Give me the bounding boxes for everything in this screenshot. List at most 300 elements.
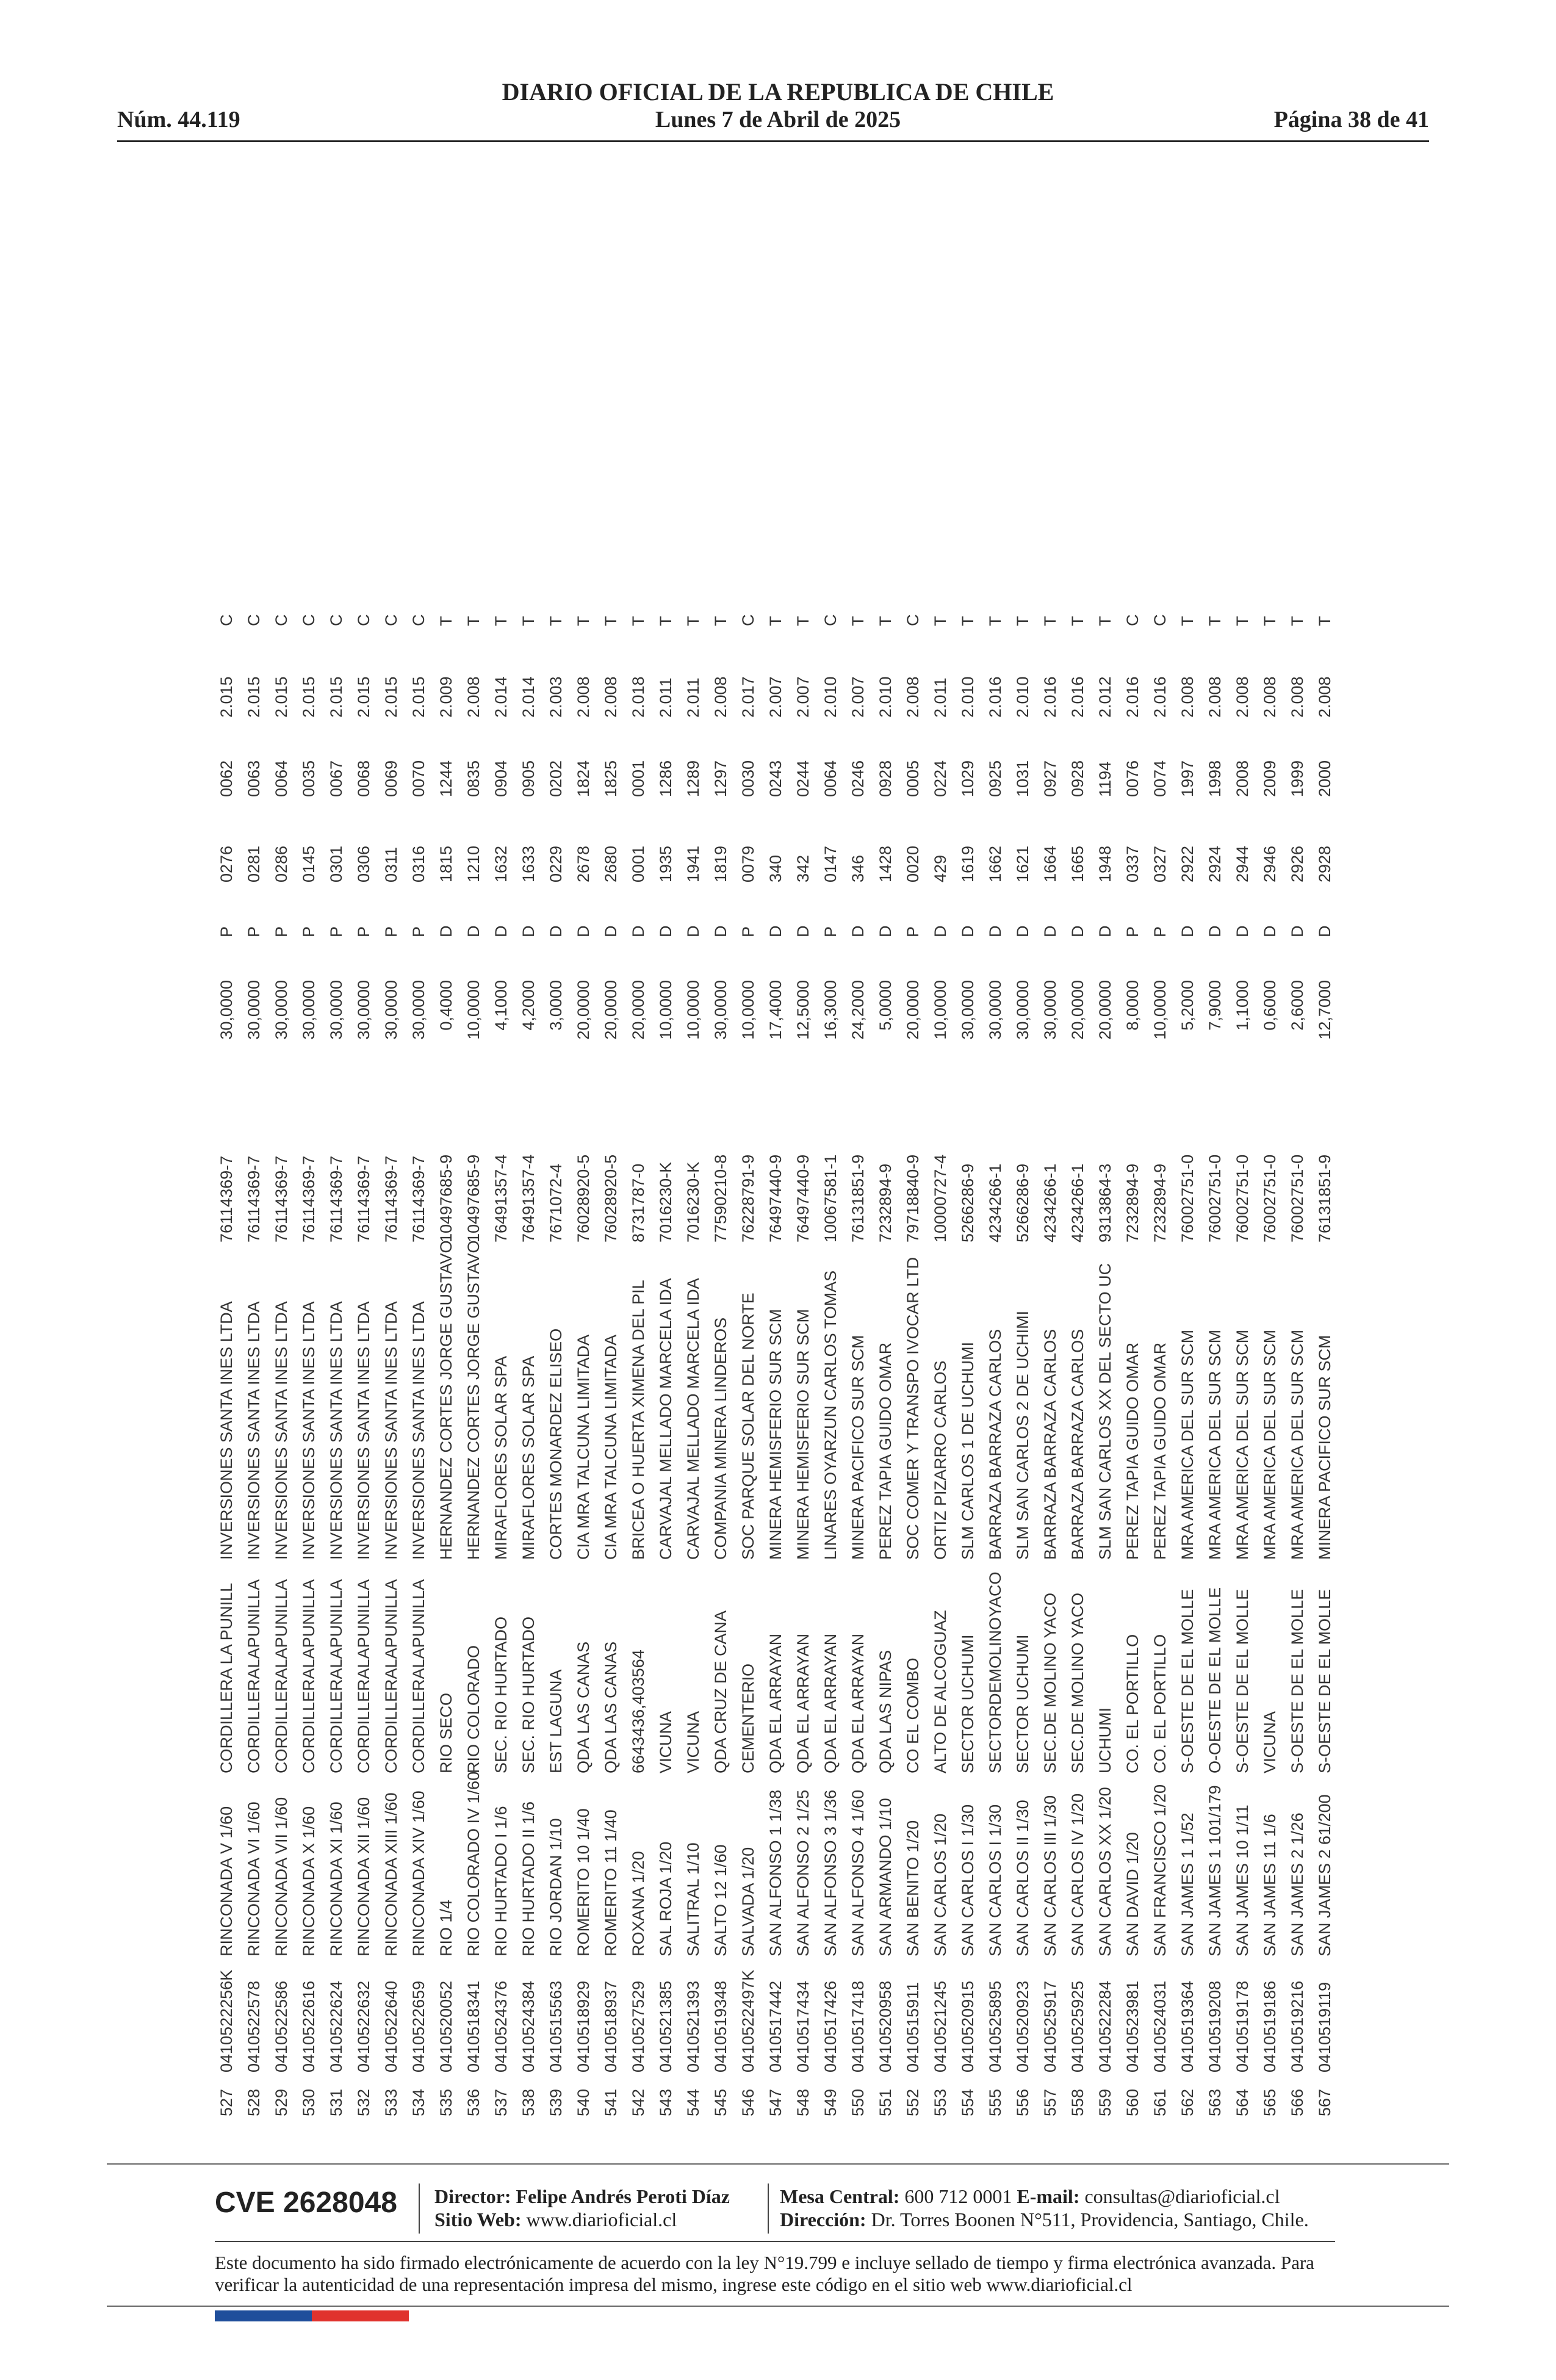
- row-rut: 76497440-9: [794, 1154, 812, 1242]
- row-pd: D: [766, 925, 785, 937]
- row-year: 2.008: [904, 676, 922, 718]
- row-rut: 5266286-9: [959, 1163, 977, 1242]
- row-code: 0410515563: [547, 1980, 565, 2072]
- issue-date: Lunes 7 de Abril de 2025: [655, 107, 901, 132]
- row-number-b: 0076: [1123, 760, 1142, 797]
- row-owner: INVERSIONES SANTA INES LTDA: [245, 1301, 263, 1560]
- row-location: VICUNA: [684, 1711, 702, 1773]
- row-year: 2.015: [355, 676, 373, 718]
- row-concession-name: SAN ALFONSO 1 1/38: [766, 1789, 785, 1956]
- row-year: 2.015: [217, 676, 236, 718]
- row-rut: 76002751-0: [1233, 1154, 1252, 1242]
- row-concession-name: RINCONADA X 1/60: [300, 1806, 318, 1956]
- table-row: [1311, 225, 1338, 2116]
- row-location: S-OESTE DE EL MOLLE: [1316, 1588, 1334, 1773]
- row-hectares: 10,0000: [464, 980, 483, 1040]
- row-concession-name: SAN JAMES 1 101/179: [1206, 1785, 1224, 1956]
- row-concession-name: RINCONADA VII 1/60: [272, 1797, 290, 1956]
- row-number-b: 0064: [272, 760, 290, 797]
- row-type: T: [1014, 616, 1032, 626]
- row-rut: 76131851-9: [1316, 1154, 1334, 1242]
- row-number-a: 1662: [986, 845, 1004, 882]
- row-pd: D: [1041, 925, 1059, 937]
- row-number-a: 1941: [684, 845, 702, 882]
- row-number-b: 1998: [1206, 760, 1224, 797]
- row-concession-name: RINCONADA VI 1/60: [245, 1801, 263, 1956]
- row-year: 2.008: [1233, 676, 1252, 718]
- row-pd: P: [1123, 926, 1142, 937]
- row-type: T: [1261, 616, 1279, 626]
- row-pd: D: [684, 925, 702, 937]
- row-rut: 7016230-K: [657, 1161, 675, 1242]
- row-rut: 10000727-4: [931, 1154, 949, 1242]
- row-pd: P: [217, 926, 236, 937]
- row-number-b: 1031: [1014, 760, 1032, 797]
- row-code: 0410525895: [986, 1980, 1004, 2072]
- row-type: C: [382, 614, 400, 626]
- row-number-a: 0229: [547, 845, 565, 882]
- table-row: [707, 225, 734, 2116]
- table-row: [954, 225, 981, 2116]
- site-link[interactable]: www.diarioficial.cl: [526, 2209, 677, 2230]
- row-year: 2.010: [959, 676, 977, 718]
- row-rut: 7232894-9: [1151, 1163, 1169, 1242]
- row-number-b: 0030: [739, 760, 757, 797]
- table-row: [789, 225, 816, 2116]
- row-location: VICUNA: [1261, 1711, 1279, 1773]
- row-number-b: 0064: [821, 760, 840, 797]
- row-number-b: 0062: [217, 760, 236, 797]
- row-number-a: 1632: [492, 845, 510, 882]
- row-number-a: 2926: [1288, 845, 1306, 882]
- row-code: 0410522586: [272, 1980, 290, 2072]
- row-rut: 76491357-4: [519, 1154, 538, 1242]
- row-index: 558: [1068, 2088, 1087, 2116]
- row-location: QDA LAS CANAS: [574, 1641, 593, 1773]
- row-pd: D: [574, 925, 593, 937]
- row-code: 0410517418: [849, 1980, 867, 2072]
- row-code: 0410520923: [1014, 1980, 1032, 2072]
- row-rut: 8731787-0: [629, 1163, 647, 1242]
- row-year: 2.016: [1068, 676, 1087, 718]
- row-type: C: [904, 614, 922, 626]
- table-row: [240, 225, 267, 2116]
- row-number-a: 2946: [1261, 845, 1279, 882]
- row-location: SECTOR UCHUMI: [959, 1634, 977, 1773]
- row-index: 566: [1288, 2088, 1306, 2116]
- row-index: 561: [1151, 2088, 1169, 2116]
- table-row: [267, 225, 295, 2116]
- row-index: 543: [657, 2088, 675, 2116]
- row-number-b: 0035: [300, 760, 318, 797]
- row-rut: 10497685-9: [437, 1154, 455, 1242]
- row-year: 2.008: [1261, 676, 1279, 718]
- row-index: 562: [1178, 2088, 1197, 2116]
- row-hectares: 20,0000: [1096, 980, 1114, 1040]
- row-concession-name: SAN ALFONSO 2 1/25: [794, 1789, 812, 1956]
- row-type: T: [794, 616, 812, 626]
- row-number-a: 0306: [355, 845, 373, 882]
- row-number-b: 1297: [711, 760, 730, 797]
- row-owner: SOC COMER Y TRANSPO IVOCAR LTD: [904, 1257, 922, 1560]
- row-pd: D: [629, 925, 647, 937]
- row-number-a: 1664: [1041, 845, 1059, 882]
- row-number-a: 2924: [1206, 845, 1224, 882]
- table-row: [295, 225, 322, 2116]
- row-year: 2.015: [409, 676, 428, 718]
- table-row: [1173, 225, 1201, 2116]
- row-concession-name: SAL ROJA 1/20: [657, 1841, 675, 1956]
- row-pd: P: [821, 926, 840, 937]
- row-hectares: 5,2000: [1178, 980, 1197, 1031]
- row-index: 554: [959, 2088, 977, 2116]
- row-type: C: [739, 614, 757, 626]
- row-hectares: 24,2000: [849, 980, 867, 1040]
- row-index: 550: [849, 2088, 867, 2116]
- row-number-b: 2009: [1261, 760, 1279, 797]
- row-number-b: 0928: [1068, 760, 1087, 797]
- flag-red-stripe: [312, 2310, 409, 2321]
- row-owner: SLM SAN CARLOS XX DEL SECTO UC: [1096, 1263, 1114, 1560]
- row-pd: D: [876, 925, 895, 937]
- row-type: T: [437, 616, 455, 626]
- row-code: 0410522497K: [739, 1969, 757, 2072]
- row-year: 2.008: [1206, 676, 1224, 718]
- row-owner: INVERSIONES SANTA INES LTDA: [355, 1301, 373, 1560]
- row-number-b: 0904: [492, 760, 510, 797]
- row-type: T: [1068, 616, 1087, 626]
- row-concession-name: SAN JAMES 11 1/6: [1261, 1814, 1279, 1956]
- row-type: C: [355, 614, 373, 626]
- row-location: CO. EL PORTILLO: [1123, 1634, 1142, 1773]
- row-location: CEMENTERIO: [739, 1663, 757, 1773]
- row-owner: MINERA PACIFICO SUR SCM: [1316, 1335, 1334, 1560]
- row-hectares: 30,0000: [959, 980, 977, 1040]
- row-code: 0410527529: [629, 1980, 647, 2072]
- table-row: [432, 225, 459, 2116]
- table-row: [981, 225, 1009, 2116]
- row-index: 542: [629, 2088, 647, 2116]
- row-index: 534: [409, 2088, 428, 2116]
- row-location: SEC.DE MOLINO YACO: [1041, 1592, 1059, 1773]
- row-concession-name: SAN DAVID 1/20: [1123, 1832, 1142, 1956]
- row-owner: HERNANDEZ CORTES JORGE GUSTAVO: [437, 1240, 455, 1560]
- row-owner: CARVAJAL MELLADO MARCELA IDA: [657, 1278, 675, 1560]
- row-type: C: [245, 614, 263, 626]
- row-number-a: 429: [931, 854, 949, 882]
- row-code: 0410518937: [602, 1980, 620, 2072]
- row-location: QDA EL ARRAYAN: [821, 1633, 840, 1773]
- row-location: QDA EL ARRAYAN: [766, 1633, 785, 1773]
- row-number-a: 1665: [1068, 845, 1087, 882]
- row-year: 2.011: [657, 677, 675, 718]
- table-row: [377, 225, 405, 2116]
- row-code: 0410522284: [1096, 1980, 1114, 2072]
- row-code: 0410520052: [437, 1980, 455, 2072]
- row-year: 2.008: [1178, 676, 1197, 718]
- row-code: 0410517434: [794, 1980, 812, 2072]
- table-row: [926, 225, 954, 2116]
- row-type: T: [931, 616, 949, 626]
- row-concession-name: SALITRAL 1/10: [684, 1842, 702, 1956]
- director-label: Director:: [434, 2185, 511, 2207]
- row-number-a: 0311: [382, 846, 400, 882]
- row-index: 549: [821, 2088, 840, 2116]
- row-index: 528: [245, 2088, 263, 2116]
- row-rut: 7232894-9: [1123, 1163, 1142, 1242]
- row-pd: D: [657, 925, 675, 937]
- row-owner: INVERSIONES SANTA INES LTDA: [300, 1301, 318, 1560]
- row-concession-name: RIO JORDAN 1/10: [547, 1818, 565, 1956]
- row-code: 0410519364: [1178, 1980, 1197, 2072]
- row-owner: MINERA HEMISFERIO SUR SCM: [794, 1308, 812, 1560]
- row-rut: 9313864-3: [1096, 1163, 1114, 1242]
- row-index: 565: [1261, 2088, 1279, 2116]
- row-index: 545: [711, 2088, 730, 2116]
- row-number-b: 0074: [1151, 760, 1169, 797]
- row-location: CORDILLERALAPUNILLA: [327, 1579, 345, 1773]
- row-rut: 76114369-7: [409, 1155, 428, 1242]
- row-hectares: 30,0000: [711, 980, 730, 1040]
- row-location: RIO COLORADO: [464, 1645, 483, 1773]
- flag-bar: [215, 2310, 409, 2321]
- row-owner: INVERSIONES SANTA INES LTDA: [327, 1301, 345, 1560]
- row-number-a: 1619: [959, 845, 977, 882]
- row-rut: 5266286-9: [1014, 1163, 1032, 1242]
- row-location: CORDILLERA LA PUNILL: [217, 1582, 236, 1773]
- row-pd: D: [519, 925, 538, 937]
- row-rut: 76028920-5: [602, 1154, 620, 1242]
- row-type: T: [602, 616, 620, 626]
- row-location: QDA CRUZ DE CANA: [711, 1610, 730, 1773]
- row-number-b: 0067: [327, 760, 345, 797]
- row-hectares: 30,0000: [355, 980, 373, 1040]
- row-type: T: [876, 616, 895, 626]
- row-concession-name: RIO HURTADO I 1/6: [492, 1806, 510, 1956]
- row-type: T: [1178, 616, 1197, 626]
- row-location: VICUNA: [657, 1711, 675, 1773]
- row-year: 2.014: [519, 676, 538, 718]
- row-rut: 79718840-9: [904, 1154, 922, 1242]
- row-type: T: [1041, 616, 1059, 626]
- row-index: 535: [437, 2088, 455, 2116]
- row-hectares: 12,5000: [794, 980, 812, 1040]
- row-rut: 7232894-9: [876, 1163, 895, 1242]
- row-rut: 76002751-0: [1261, 1154, 1279, 1242]
- row-hectares: 20,0000: [602, 980, 620, 1040]
- row-number-b: 1286: [657, 760, 675, 797]
- row-number-a: 1935: [657, 845, 675, 882]
- row-code: 0410522659: [409, 1980, 428, 2072]
- row-number-b: 1289: [684, 760, 702, 797]
- row-hectares: 20,0000: [574, 980, 593, 1040]
- row-index: 538: [519, 2088, 538, 2116]
- row-hectares: 30,0000: [327, 980, 345, 1040]
- row-code: 0410520915: [959, 1980, 977, 2072]
- table-row: [1283, 225, 1311, 2116]
- row-index: 563: [1206, 2088, 1224, 2116]
- row-owner: BARRAZA BARRAZA CARLOS: [1068, 1329, 1087, 1560]
- row-hectares: 30,0000: [986, 980, 1004, 1040]
- table-row: [1228, 225, 1256, 2116]
- row-location: QDA EL ARRAYAN: [794, 1633, 812, 1773]
- table-row: [679, 225, 707, 2116]
- row-owner: MIRAFLORES SOLAR SPA: [519, 1355, 538, 1560]
- row-number-a: 0286: [272, 845, 290, 882]
- row-number-b: 0224: [931, 760, 949, 797]
- row-index: 567: [1316, 2088, 1334, 2116]
- row-location: QDA LAS CANAS: [602, 1641, 620, 1773]
- row-code: 0410524031: [1151, 1980, 1169, 2072]
- row-year: 2.009: [437, 676, 455, 718]
- row-number-b: 0925: [986, 760, 1004, 797]
- row-number-b: 1824: [574, 760, 593, 797]
- row-number-b: 0063: [245, 760, 263, 797]
- row-pd: D: [849, 925, 867, 937]
- row-number-a: 1815: [437, 845, 455, 882]
- row-code: 0410517426: [821, 1980, 840, 2072]
- publication-title: DIARIO OFICIAL DE LA REPUBLICA DE CHILE: [502, 78, 1054, 106]
- row-rut: 76491357-4: [492, 1154, 510, 1242]
- table-row: [212, 225, 240, 2116]
- row-type: C: [409, 614, 428, 626]
- row-type: T: [684, 616, 702, 626]
- row-code: 0410522632: [355, 1980, 373, 2072]
- row-number-a: 1621: [1014, 845, 1032, 882]
- table-row: [1036, 225, 1064, 2116]
- row-code: 0410521385: [657, 1980, 675, 2072]
- row-number-a: 1948: [1096, 845, 1114, 882]
- table-row: [762, 225, 789, 2116]
- row-index: 532: [355, 2088, 373, 2116]
- row-number-b: 1999: [1288, 760, 1306, 797]
- row-pd: D: [986, 925, 1004, 937]
- row-index: 530: [300, 2088, 318, 2116]
- row-owner: MRA AMERICA DEL SUR SCM: [1178, 1329, 1197, 1560]
- page-number: Página 38 de 41: [1273, 107, 1429, 132]
- row-year: 2.007: [794, 676, 812, 718]
- mesa-label: Mesa Central:: [780, 2185, 900, 2207]
- row-location: CORDILLERALAPUNILLA: [300, 1579, 318, 1773]
- row-index: 557: [1041, 2088, 1059, 2116]
- email-link[interactable]: consultas@diarioficial.cl: [1084, 2185, 1280, 2207]
- row-index: 548: [794, 2088, 812, 2116]
- row-code: 0410515911: [904, 1982, 922, 2072]
- row-code: 0410520958: [876, 1980, 895, 2072]
- row-hectares: 30,0000: [245, 980, 263, 1040]
- row-hectares: 20,0000: [1068, 980, 1087, 1040]
- table-row: [514, 225, 542, 2116]
- row-concession-name: SALTO 12 1/60: [711, 1844, 730, 1956]
- row-year: 2.015: [245, 676, 263, 718]
- table-row: [487, 225, 514, 2116]
- row-owner: MINERA HEMISFERIO SUR SCM: [766, 1308, 785, 1560]
- row-rut: 10067581-1: [821, 1154, 840, 1242]
- row-code: 0410524376: [492, 1980, 510, 2072]
- row-location: CORDILLERALAPUNILLA: [382, 1579, 400, 1773]
- table-row: [405, 225, 432, 2116]
- row-pd: P: [300, 926, 318, 937]
- row-code: 0410519216: [1288, 1980, 1306, 2072]
- row-hectares: 16,3000: [821, 980, 840, 1040]
- row-number-a: 340: [766, 854, 785, 882]
- row-hectares: 30,0000: [217, 980, 236, 1040]
- row-location: O-OESTE DE EL MOLLE: [1206, 1587, 1224, 1773]
- row-pd: D: [1288, 925, 1306, 937]
- row-year: 2.015: [382, 676, 400, 718]
- row-number-a: 0276: [217, 845, 236, 882]
- row-location: S-OESTE DE EL MOLLE: [1178, 1588, 1197, 1773]
- row-concession-name: SAN FRANCISCO 1/20: [1151, 1784, 1169, 1956]
- row-owner: COMPANIA MINERA LINDEROS: [711, 1317, 730, 1560]
- row-type: C: [821, 614, 840, 626]
- table-row: [734, 225, 762, 2116]
- row-owner: CORTES MONARDEZ ELISEO: [547, 1328, 565, 1560]
- row-code: 0410522578: [245, 1980, 263, 2072]
- row-year: 2.016: [1041, 676, 1059, 718]
- row-rut: 76131851-9: [849, 1154, 867, 1242]
- table-row: [1091, 225, 1118, 2116]
- table-row: [871, 225, 899, 2116]
- row-number-b: 1825: [602, 760, 620, 797]
- row-number-a: 0281: [245, 845, 263, 882]
- row-concession-name: SAN JAMES 10 1/11: [1233, 1805, 1252, 1956]
- table-row: [1256, 225, 1283, 2116]
- row-location: UCHUMI: [1096, 1707, 1114, 1773]
- row-number-b: 0068: [355, 760, 373, 797]
- row-pd: D: [1014, 925, 1032, 937]
- row-year: 2.011: [931, 677, 949, 718]
- row-concession-name: RINCONADA XII 1/60: [355, 1797, 373, 1956]
- rotated-table: [212, 225, 1341, 2116]
- row-year: 2.015: [272, 676, 290, 718]
- row-year: 2.011: [684, 677, 702, 718]
- row-hectares: 20,0000: [904, 980, 922, 1040]
- row-type: T: [711, 616, 730, 626]
- table-row: [1064, 225, 1091, 2116]
- row-pd: D: [437, 925, 455, 937]
- row-owner: CIA MRA TALCUNA LIMITADA: [574, 1334, 593, 1560]
- site-label: Sitio Web:: [434, 2209, 522, 2230]
- row-hectares: 4,2000: [519, 980, 538, 1031]
- row-number-b: 2000: [1316, 760, 1334, 797]
- table-row: [597, 225, 624, 2116]
- row-type: T: [849, 616, 867, 626]
- row-pd: D: [1096, 925, 1114, 937]
- row-index: 536: [464, 2088, 483, 2116]
- row-type: T: [959, 616, 977, 626]
- row-owner: BARRAZA BARRAZA CARLOS: [986, 1329, 1004, 1560]
- row-owner: INVERSIONES SANTA INES LTDA: [217, 1301, 236, 1560]
- row-concession-name: SAN BENITO 1/20: [904, 1820, 922, 1956]
- row-hectares: 30,0000: [1041, 980, 1059, 1040]
- contact-block: [780, 2185, 1309, 2231]
- row-rut: 7671072-4: [547, 1163, 565, 1242]
- row-type: T: [547, 616, 565, 626]
- footer-divider: [107, 2163, 1449, 2165]
- row-rut: 76114369-7: [382, 1155, 400, 1242]
- row-location: CORDILLERALAPUNILLA: [245, 1579, 263, 1773]
- row-location: SEC. RIO HURTADO: [519, 1616, 538, 1773]
- footer-separator: [419, 2183, 420, 2234]
- table-row: [542, 225, 569, 2116]
- row-number-b: 0246: [849, 760, 867, 797]
- row-year: 2.003: [547, 676, 565, 718]
- row-index: 544: [684, 2088, 702, 2116]
- row-type: C: [327, 614, 345, 626]
- row-number-a: 2944: [1233, 845, 1252, 882]
- row-rut: 4234266-1: [1068, 1163, 1087, 1242]
